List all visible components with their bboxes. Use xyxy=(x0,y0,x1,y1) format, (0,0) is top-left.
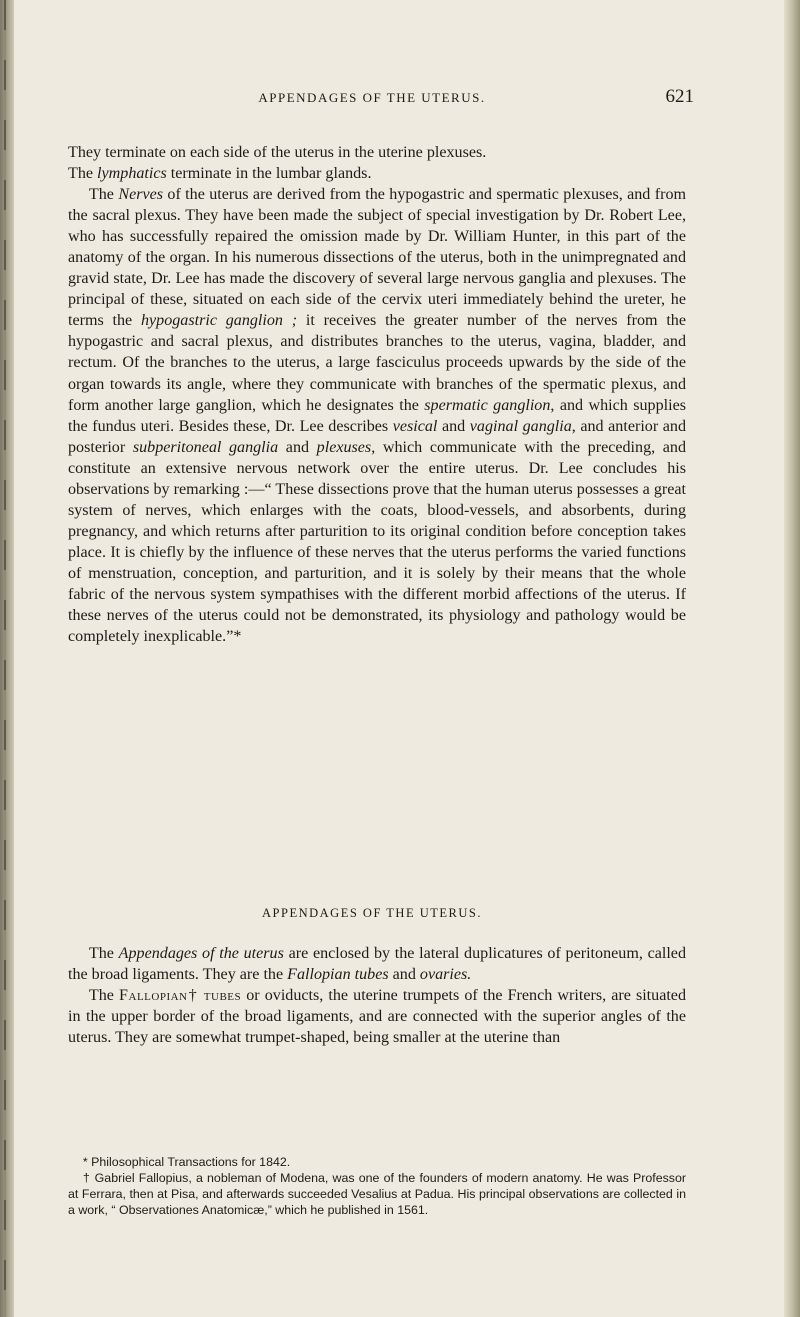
paragraph-nerves xyxy=(68,184,686,647)
footnotes xyxy=(68,1154,686,1218)
paragraph-uterine-plexuses xyxy=(68,142,686,163)
nerves-text-7: , which communicate with the preceding, and constitute an extensive nervous network over the entire uterus. Dr. Lee concludes his observations by remarking :—“ These dissections prove that the human uterus possesses a great system of nerves, which enlarges with the coats, blood-vessels, and absorbents, during pregnancy, and which returns after parturition to its original condition before conception takes place. It is chiefly by the influence of these nerves that the uterus performs the varied functions of menstruation, conception, and parturition, and it is solely by their means that the whole fabric of the nervous system sympathises with the different morbid affections of the uterus. If these nerves of the uterus could not be demonstrated, its physiology and pathology would be completely inexplicable.”* xyxy=(68,438,686,646)
nerves-text-1: of the uterus are derived from the hypogastric and spermatic plexuses, and from the sacral plexus. They have been made the subject of special investigation by Dr. Robert Lee, who has successfully repaired the omission made by Dr. William Hunter, in this part of the anatomy of the organ. In his numerous dissections of the uterus, both in the unimpregnated and gravid state, Dr. Lee has made the discovery of several large nervous ganglia and plexuses. The principal of these, situated on each side of the cervix uteri immediately behind the ureter, he terms the xyxy=(68,186,687,330)
appendages-text-1: are enclosed by the lateral duplicatures of peritoneum, called the broad ligaments. They are the xyxy=(68,945,686,984)
appendages-term: Appendages of the uterus xyxy=(118,945,284,962)
fallopian-lead: The xyxy=(88,987,120,1005)
page-binding-edge-left xyxy=(0,0,14,1317)
lymphatics-lead: The xyxy=(68,165,98,183)
appendages-text-2: and xyxy=(388,966,420,984)
main-text-block xyxy=(68,142,686,647)
page-edge-right xyxy=(784,0,800,1317)
plexuses-term: plexuses xyxy=(316,438,372,456)
page-number: 621 xyxy=(665,86,694,107)
section-heading-appendages: APPENDAGES OF THE UTERUS. xyxy=(262,906,482,920)
nerves-text-6: and xyxy=(278,438,317,456)
running-head xyxy=(52,86,694,114)
nerves-text-4: and xyxy=(437,417,470,435)
lymphatics-term: lymphatics xyxy=(97,165,167,183)
nerves-text-3: , and which supplies the fundus uteri. Besides these, Dr. Lee describes xyxy=(68,396,686,435)
nerves-text-5: , and anterior and posterior xyxy=(68,417,686,456)
paragraph-appendages xyxy=(68,943,686,985)
paragraph-lymphatics xyxy=(68,163,686,184)
paragraph-fallopian-tubes xyxy=(68,985,686,1048)
vaginal-ganglia-term: vaginal ganglia xyxy=(469,417,572,435)
spermatic-ganglion-term: spermatic ganglion xyxy=(424,396,551,414)
footnote-philosophical-transactions: * Philosophical Transactions for 1842. xyxy=(82,1155,291,1169)
fallopian-text-1: or oviducts, the uterine trumpets of the French writers, are situated in the upper border of the broad ligaments, and are connected with the superior angles of the uterus. They are somewhat trumpet-shaped, being smaller at the uterine than xyxy=(68,987,687,1047)
paragraph-1-text: They terminate on each side of the uterus in the uterine plexuses. xyxy=(68,144,487,161)
fallopian-tubes-heading: Fallopian† tubes xyxy=(119,987,242,1005)
appendages-lead: The xyxy=(88,945,119,962)
vesical-term: vesical xyxy=(392,417,438,435)
appendages-text-block xyxy=(68,943,686,1048)
hypogastric-ganglion-term: hypogastric ganglion ; xyxy=(140,312,298,330)
running-head-title: APPENDAGES OF THE UTERUS. xyxy=(258,90,486,105)
ovaries-term: ovaries. xyxy=(419,966,472,984)
footnote-gabriel-fallopius: † Gabriel Fallopius, a nobleman of Modena, was one of the founders of modern anatomy. He was Professor at Ferrara, then at Pisa, and afterwards succeeded Vesalius at Padua. His principal observations are collected in a work, “ Observationes Anatomicæ,” which he published in 1561. xyxy=(68,1171,686,1217)
fallopian-tubes-term: Fallopian tubes xyxy=(287,966,389,984)
lymphatics-rest: terminate in the lumbar glands. xyxy=(166,165,372,183)
nerves-text-2: it receives the greater number of the nerves from the hypogastric and sacral plexus, and distributes branches to the uterus, vagina, bladder, and rectum. Of the branches to the uterus, a large fasciculus proceeds upwards by the side of the organ towards its angle, where they communicate with branches of the spermatic plexus, and form another large ganglion, which he designates the xyxy=(68,312,686,414)
nerves-lead: The xyxy=(88,186,119,204)
subperitoneal-ganglia-term: subperitoneal ganglia xyxy=(132,438,279,456)
nerves-term: Nerves xyxy=(118,186,164,204)
